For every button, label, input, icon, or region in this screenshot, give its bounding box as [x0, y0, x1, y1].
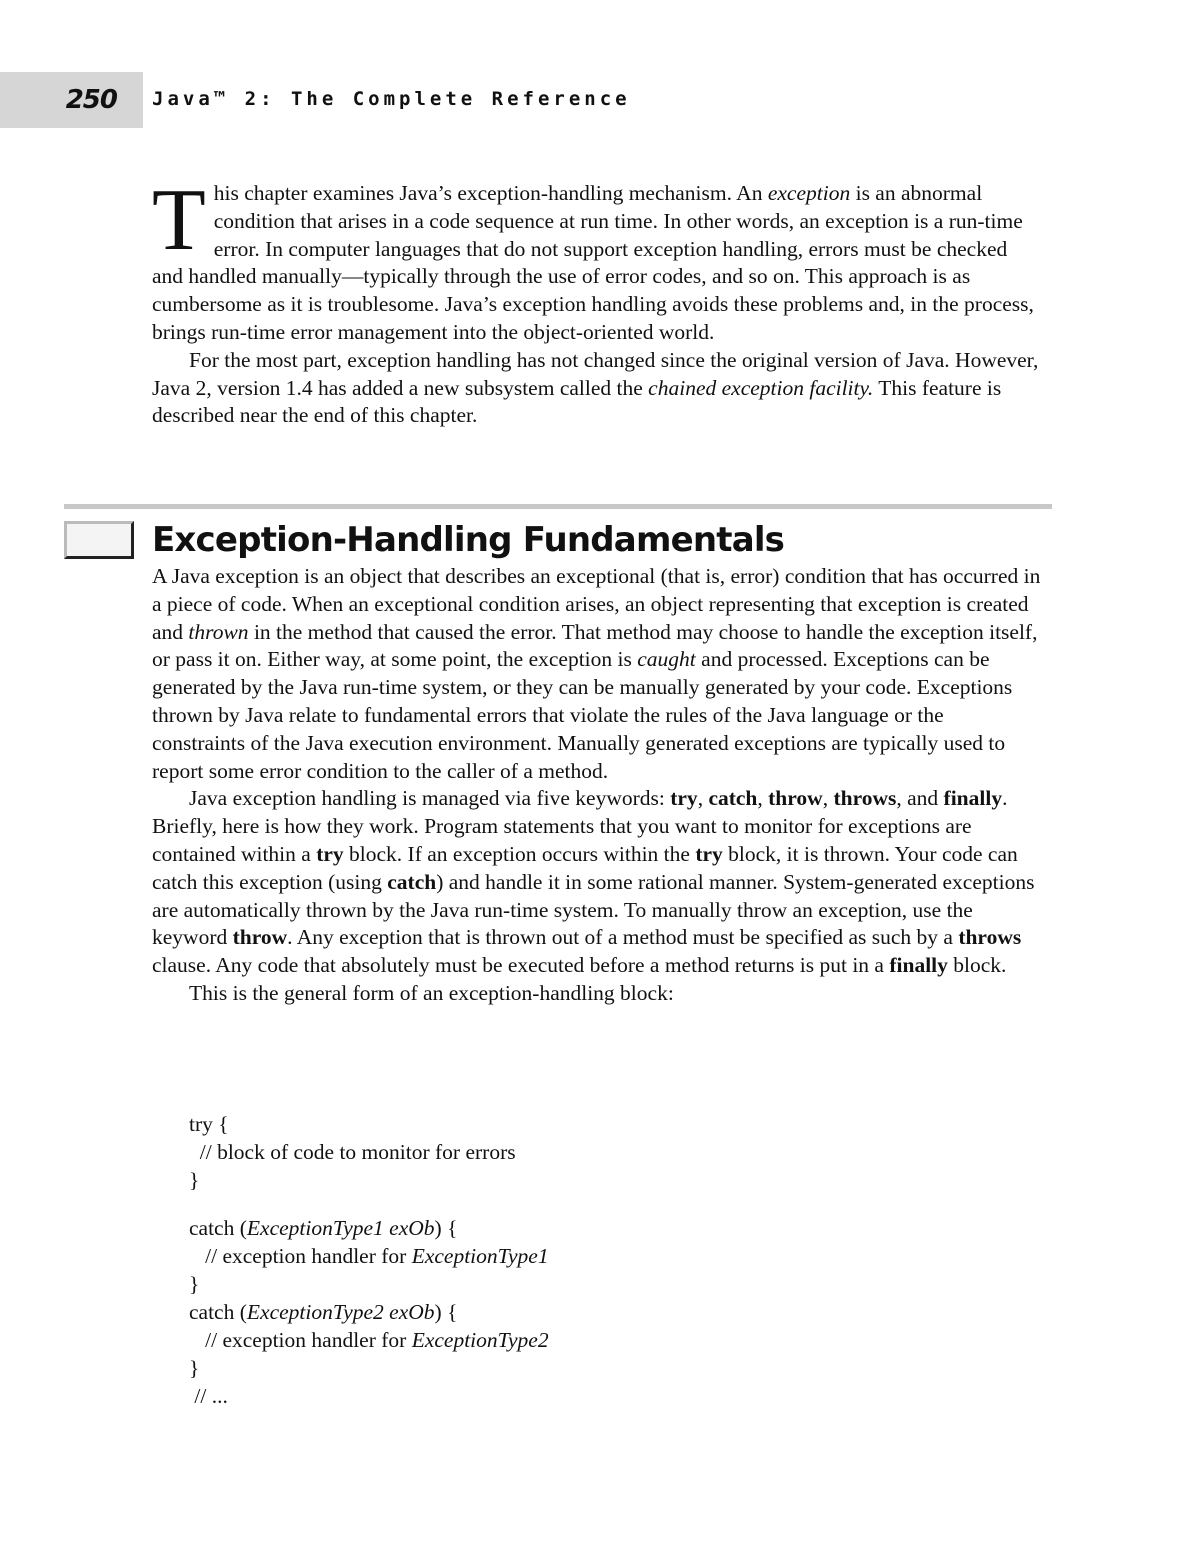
body-paragraph-3: This is the general form of an exception-handling block: — [189, 980, 674, 1005]
code-emphasis: ExceptionType1 — [411, 1244, 549, 1268]
intro-text: For the most part, exception handling has not changed since the original version of Java. However, Java 2, version 1.4 has added a new subsystem called the — [152, 347, 1039, 400]
body-text: block, it is thrown. Your code can catch this exception (using — [152, 841, 1018, 894]
body-text: and processed. Exceptions can be generated by the Java run-time system, or they can be manually generated by your code. Exceptions thrown by Java relate to fundamental errors that violate the rules of the Java language or the constraints of the Java execution environment. Manually generated exceptions are typically used to report some error condition to the caller of a method. — [152, 647, 1013, 783]
body-paragraph-1 — [152, 563, 1042, 785]
keyword: try — [316, 841, 344, 866]
code-line — [189, 1326, 549, 1354]
body-text: Java exception handling is managed via five keywords: — [189, 786, 671, 811]
body-text: clause. Any code that absolutely must be executed before a method returns is put in a — [152, 953, 890, 978]
keyword: throw — [768, 786, 823, 811]
code-line: } — [189, 1168, 200, 1192]
body-emphasis: thrown — [188, 619, 249, 644]
code-line — [189, 1242, 549, 1270]
body-text: . Briefly, here is how they work. Program statements that you want to monitor for exceptions are contained within a — [152, 786, 1008, 866]
code-text: ) { — [434, 1216, 458, 1240]
keyword: finally — [943, 786, 1003, 811]
section-title: Exception-Handling Fundamentals — [152, 520, 785, 560]
section-heading-row — [64, 515, 1052, 565]
body-text: block. — [947, 953, 1007, 978]
page-number: 250 — [65, 85, 117, 115]
code-line: try { — [189, 1112, 229, 1136]
intro-text: This feature is described near the end of this chapter. — [152, 375, 1002, 428]
intro-text: his chapter examines Java’s exception-handling mechanism. An — [213, 181, 768, 205]
code-line: // ... — [189, 1384, 228, 1408]
keyword: try — [695, 841, 723, 866]
section-body — [152, 563, 1042, 1008]
body-text: , and — [896, 786, 944, 811]
code-emphasis: ExceptionType2 exOb — [246, 1300, 435, 1324]
body-text: , — [757, 786, 769, 811]
keyword: finally — [889, 953, 948, 978]
running-title: Java™ 2: The Complete Reference — [152, 88, 631, 110]
section-header — [64, 504, 1052, 565]
code-text: catch ( — [189, 1300, 247, 1324]
code-line: } — [189, 1272, 200, 1296]
keyword: catch — [708, 786, 758, 811]
code-text: // exception handler for — [189, 1328, 412, 1352]
intro-paragraph-2 — [152, 347, 1042, 430]
code-text: ) { — [434, 1300, 458, 1324]
intro-section — [152, 172, 1042, 430]
code-line: // block of code to monitor for errors — [189, 1140, 516, 1164]
code-line — [189, 1214, 549, 1242]
body-emphasis: caught — [637, 647, 696, 672]
section-rule — [64, 504, 1052, 509]
keyword: throws — [958, 925, 1022, 950]
body-text: in the method that caused the error. That method may choose to handle the exception itself, or pass it on. Either way, at some point, the exception is — [152, 619, 1038, 672]
body-text: A Java exception is an object that describes an exceptional (that is, error) condition that has occurred in a piece of code. When an exceptional condition arises, an object representing that exception is created and — [152, 564, 1041, 644]
code-line — [189, 1298, 549, 1326]
code-text: catch ( — [189, 1216, 247, 1240]
intro-emphasis: chained exception facility. — [648, 375, 874, 400]
intro-paragraph-1 — [152, 172, 1042, 347]
code-emphasis: ExceptionType2 — [411, 1328, 549, 1352]
body-text: . Any exception that is thrown out of a method must be specified as such by a — [287, 925, 959, 950]
section-marker-icon — [64, 521, 134, 559]
intro-text: is an abnormal condition that arises in a code sequence at run time. In other words, an exception is a run-time error. In computer languages that do not support exception handling, errors must be checked and handled manually—typically through the use of error codes, and so on. This approach is as cumbersome as it is troublesome. Java’s exception handling avoids these problems and, in the process, brings run-time error management into the object-oriented world. — [152, 181, 1034, 344]
keyword: throw — [232, 925, 288, 950]
code-block — [189, 1110, 549, 1410]
body-text: , — [822, 786, 834, 811]
code-gap — [189, 1194, 549, 1214]
body-text: block. If an exception occurs within the — [343, 841, 696, 866]
body-paragraph-2 — [152, 785, 1042, 980]
code-text: // exception handler for — [189, 1244, 412, 1268]
intro-emphasis: exception — [767, 181, 851, 205]
code-emphasis: ExceptionType1 exOb — [246, 1216, 435, 1240]
keyword: throws — [833, 786, 897, 811]
keyword: try — [670, 786, 698, 811]
code-line: } — [189, 1356, 200, 1380]
drop-cap: T — [152, 172, 206, 269]
keyword: catch — [387, 869, 437, 894]
body-text: , — [697, 786, 709, 811]
body-text: ) and handle it in some rational manner. System-generated exceptions are automatically thrown by the Java run-time system. To manually throw an exception, use the keyword — [152, 869, 1035, 950]
page-number-box — [0, 72, 143, 128]
